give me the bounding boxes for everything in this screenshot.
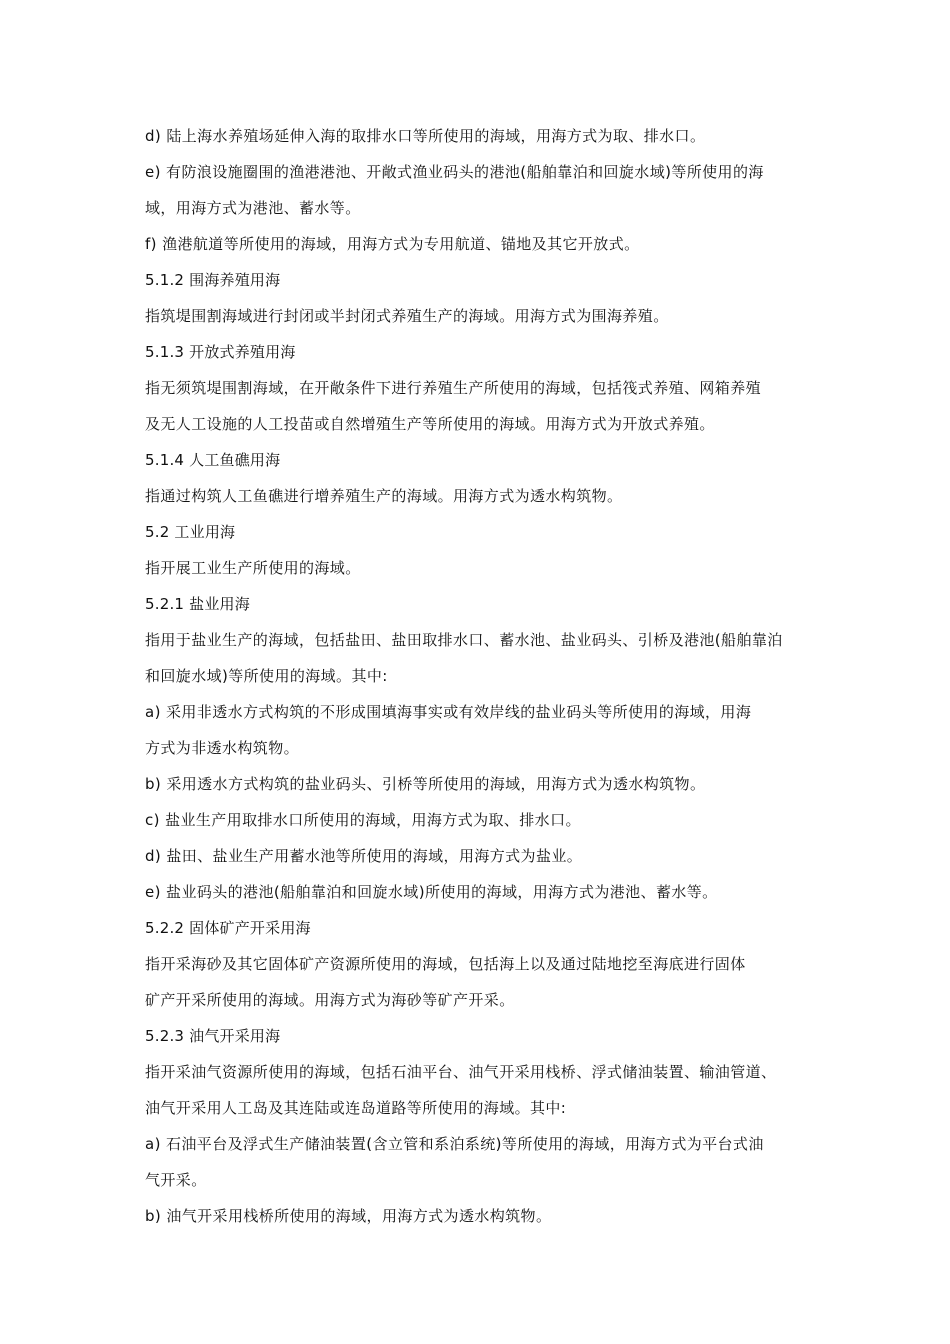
text-line: 指用于盐业生产的海域，包括盐田、盐田取排水口、蓄水池、盐业码头、引桥及港池(船舶靠泊	[145, 631, 783, 649]
section-heading: 5.2.1 盐业用海	[145, 595, 250, 613]
text-line: 指开采海砂及其它固体矿产资源所使用的海域，包括海上以及通过陆地挖至海底进行固体	[145, 955, 746, 973]
text-line: 矿产开采所使用的海域。用海方式为海砂等矿产开采。	[145, 991, 515, 1009]
text-line: 指筑堤围割海域进行封闭或半封闭式养殖生产的海域。用海方式为围海养殖。	[145, 307, 669, 325]
text-line: a) 采用非透水方式构筑的不形成围填海事实或有效岸线的盐业码头等所使用的海域，用海	[145, 703, 752, 721]
text-line: d) 盐田、盐业生产用蓄水池等所使用的海域，用海方式为盐业。	[145, 847, 583, 865]
text-line: 气开采。	[145, 1171, 207, 1189]
text-line: 指通过构筑人工鱼礁进行增养殖生产的海域。用海方式为透水构筑物。	[145, 487, 623, 505]
section-heading: 5.2.2 固体矿产开采用海	[145, 919, 311, 937]
text-line: 指无须筑堤围割海域，在开敞条件下进行养殖生产所使用的海域，包括筏式养殖、网箱养殖	[145, 379, 762, 397]
text-line: 指开展工业生产所使用的海域。	[145, 559, 361, 577]
text-line: 方式为非透水构筑物。	[145, 739, 300, 757]
text-line: f) 渔港航道等所使用的海域，用海方式为专用航道、锚地及其它开放式。	[145, 235, 640, 253]
text-line: 油气开采用人工岛及其连陆或连岛道路等所使用的海域。其中:	[145, 1099, 567, 1117]
text-line: c) 盐业生产用取排水口所使用的海域，用海方式为取、排水口。	[145, 811, 581, 829]
section-heading: 5.1.2 围海养殖用海	[145, 271, 281, 289]
text-line: 和回旋水域)等所使用的海域。其中:	[145, 667, 388, 685]
document-page	[145, 118, 810, 1234]
section-heading: 5.2 工业用海	[145, 523, 236, 541]
text-line: 指开采油气资源所使用的海域，包括石油平台、油气开采用栈桥、浮式储油装置、输油管道、	[145, 1063, 777, 1081]
text-line: d) 陆上海水养殖场延伸入海的取排水口等所使用的海域，用海方式为取、排水口。	[145, 127, 706, 145]
text-line: b) 油气开采用栈桥所使用的海域，用海方式为透水构筑物。	[145, 1207, 552, 1225]
text-line: 域，用海方式为港池、蓄水等。	[145, 199, 361, 217]
text-line: e) 盐业码头的港池(船舶靠泊和回旋水域)所使用的海域，用海方式为港池、蓄水等。	[145, 883, 718, 901]
text-line: b) 采用透水方式构筑的盐业码头、引桥等所使用的海域，用海方式为透水构筑物。	[145, 775, 706, 793]
section-heading: 5.1.3 开放式养殖用海	[145, 343, 296, 361]
text-line: 及无人工设施的人工投苗或自然增殖生产等所使用的海域。用海方式为开放式养殖。	[145, 415, 715, 433]
section-heading: 5.2.3 油气开采用海	[145, 1027, 281, 1045]
section-heading: 5.1.4 人工鱼礁用海	[145, 451, 281, 469]
text-line: a) 石油平台及浮式生产储油装置(含立管和系泊系统)等所使用的海域，用海方式为平台式油	[145, 1135, 764, 1153]
text-line: e) 有防浪设施圈围的渔港港池、开敞式渔业码头的港池(船舶靠泊和回旋水域)等所使用的海	[145, 163, 764, 181]
